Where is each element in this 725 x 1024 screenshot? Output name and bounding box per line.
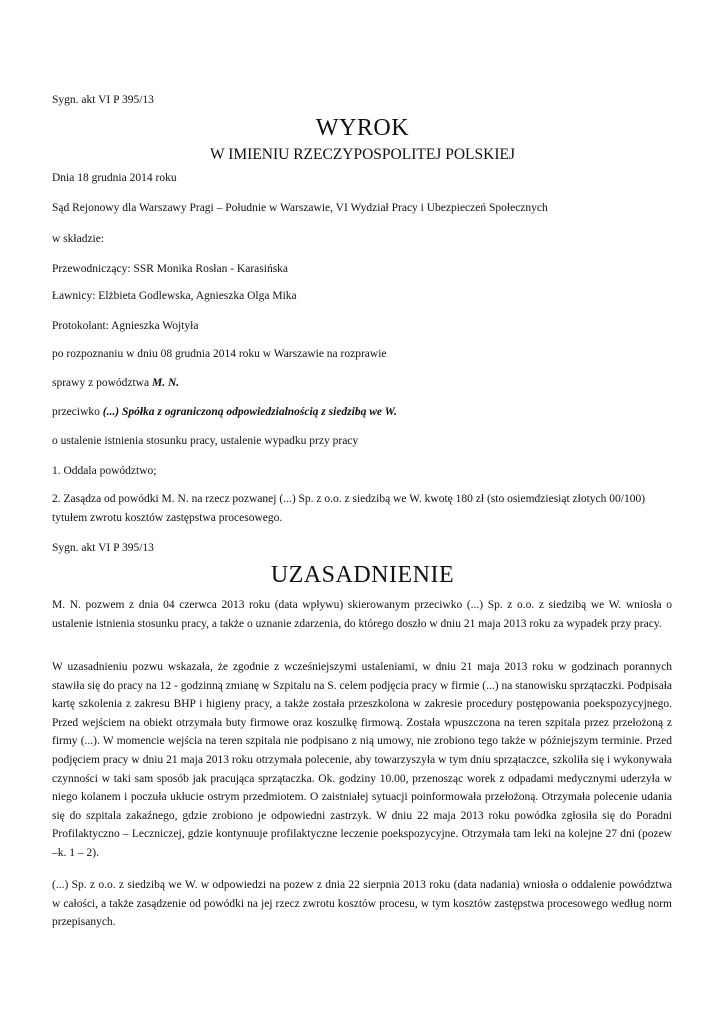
- presiding-judge: Przewodniczący: SSR Monika Rosłan - Karasińska: [52, 263, 289, 275]
- hearing-info: po rozpoznaniu w dniu 08 grudnia 2014 roku w Warszawie na rozprawie: [52, 348, 387, 360]
- ruling-item-2: 2. Zasądza od powódki M. N. na rzecz pozwanej (...) Sp. z o.o. z siedzibą we W. kwotę 180 zł (sto osiemdziesiąt złotych 00/100) tytułem zwrotu kosztów zastępstwa procesowego.: [52, 493, 646, 524]
- defendant-name: (...) Spółka z ograniczoną odpowiedzialnością z siedzibą we W.: [102, 406, 397, 418]
- plaintiff-line: [52, 375, 179, 391]
- court-name: Sąd Rejonowy dla Warszawy Pragi – Południe w Warszawie, VI Wydział Pracy i Ubezpieczeń Społecznych: [52, 202, 548, 214]
- case-subject: o ustalenie istnienia stosunku pracy, ustalenie wypadku przy pracy: [52, 435, 359, 447]
- lay-judges: Ławnicy: Elżbieta Godlewska, Agnieszka Olga Mika: [52, 290, 297, 302]
- ruling-item-1: 1. Oddala powództwo;: [52, 465, 157, 477]
- justification-paragraph-2: W uzasadnieniu pozwu wskazała, że zgodnie z wcześniejszymi ustaleniami, w dniu 21 maja 2013 roku w godzinach porannych stawiła się do pracy na 12 - godzinną zmianę w Szpitalu na S. celem podjęcia pracy w firmie (...) na stanowisku sprzątaczki. Podpisała kartę szkolenia z zakresu BHP i higieny pracy, a także została przeszkolona w zakresie procedury postępowania poekspozycyjnego. Przed wejściem na obiekt otrzymała buty firmowe oraz koszulkę firmową. Została wpuszczona na teren szpitala przez przełożoną z firmy (...). W momencie wejścia na teren szpitala nie podpisano z nią umowy, nie zrobiono tego także w późniejszym terminie. Przed podjęciem pracy w dniu 21 maja 2013 roku otrzymała polecenie, aby towarzyszyła w tym dniu sprzątaczce, szkoliła się i wykonywała czynności w taki sam sposób jak pracująca sprzątaczka. Ok. godziny 10.00, przenosząc worek z odpadami medycznymi uderzyła w niego kolanem i poczuła ukłucie ostrym przedmiotem. O zaistniałej sytuacji poinformowała przełożoną. Otrzymała polecenie udania się do szpitala zakaźnego, gdzie zrobiono je odpowiedni zastrzyk. W dniu 22 maja 2013 roku powódka zgłosiła się do Poradni Profilaktyczno – Leczniczej, gdzie kontynuuje profilaktyczne leczenie poekspozycyjne. Otrzymała tam leki na kolejne 27 dni (pozew –k. 1 – 2).: [52, 661, 672, 859]
- case-number-top: Sygn. akt VI P 395/13: [52, 94, 154, 106]
- case-number-second: Sygn. akt VI P 395/13: [52, 542, 154, 554]
- court-clerk: Protokolant: Agnieszka Wojtyła: [52, 320, 199, 332]
- defendant-line: [52, 404, 397, 420]
- justification-paragraph-1: M. N. pozwem z dnia 04 czerwca 2013 roku (data wpływu) skierowanym przeciwko (...) Sp. z o.o. z siedzibą we W. wniosła o ustalenie istnienia stosunku pracy, a także o uznanie zdarzenia, do którego doszło w dniu 21 maja 2013 roku za wypadek przy pracy.: [52, 599, 672, 630]
- defendant-prefix: przeciwko: [52, 406, 103, 418]
- judgment-date: Dnia 18 grudnia 2014 roku: [52, 172, 177, 184]
- plaintiff-name: M. N.: [151, 377, 180, 389]
- justification-paragraph-3: (...) Sp. z o.o. z siedzibą we W. w odpowiedzi na pozew z dnia 22 sierpnia 2013 roku (data nadania) wniosła o oddalenie powództwa w całości, a także zasądzenie od powódki na jej rzecz zwrotu kosztów procesu, w tym kosztów zastępstwa procesowego według norm przepisanych.: [52, 879, 672, 929]
- judgment-subtitle: W IMIENIU RZECZYPOSPOLITEJ POLSKIEJ: [210, 146, 515, 163]
- plaintiff-prefix: sprawy z powództwa: [52, 377, 152, 389]
- composition-label: w składzie:: [52, 233, 105, 245]
- justification-title: UZASADNIENIE: [270, 562, 455, 588]
- judgment-title: WYROK: [315, 115, 410, 141]
